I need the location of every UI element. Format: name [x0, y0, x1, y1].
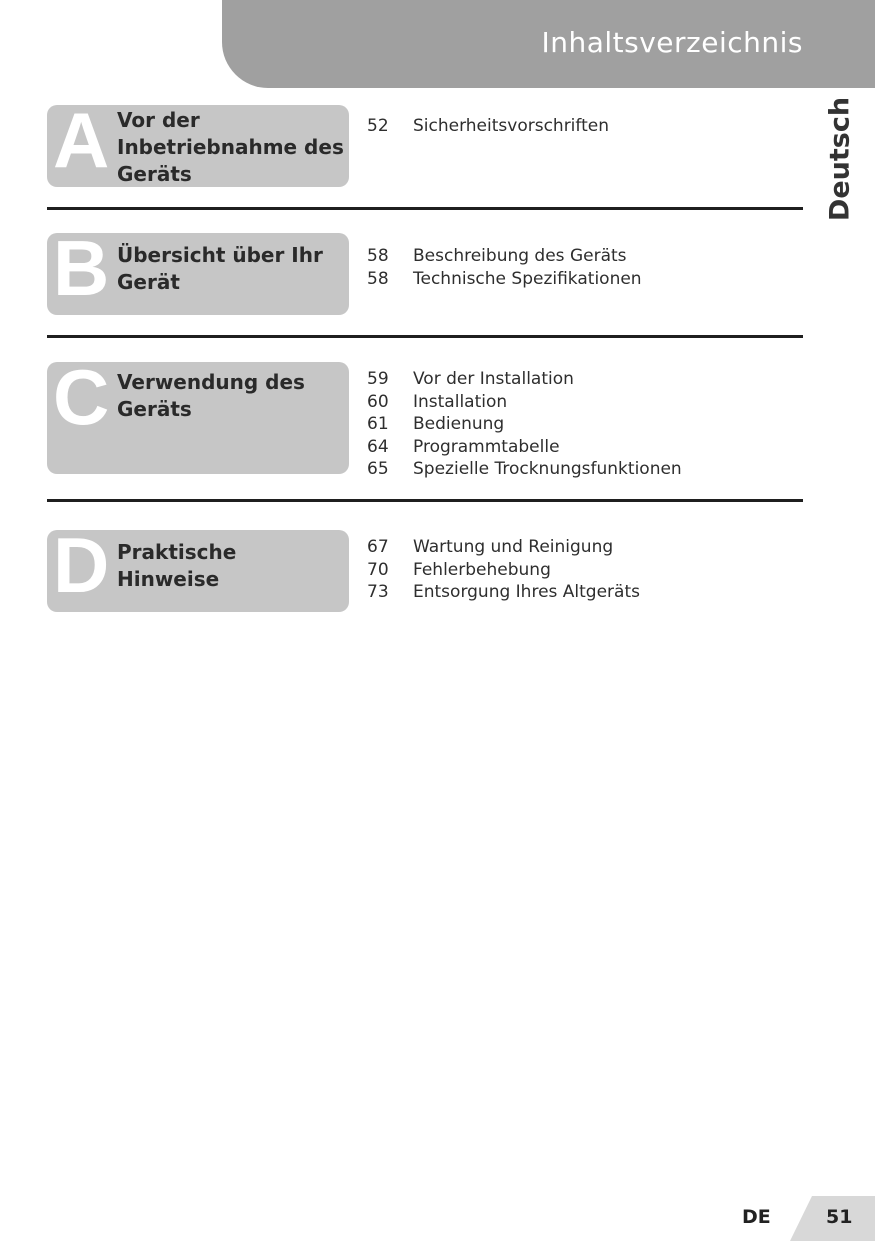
section-box — [47, 233, 349, 315]
entry-page: 67 — [367, 537, 389, 557]
section-box — [47, 530, 349, 612]
toc-entry[interactable] — [367, 368, 682, 391]
toc-entry[interactable] — [367, 536, 640, 559]
toc-entry[interactable] — [367, 559, 640, 582]
entry-page: 73 — [367, 582, 389, 602]
footer-language-code: DE — [742, 1206, 771, 1228]
toc-entries — [367, 245, 642, 290]
language-label — [820, 96, 860, 222]
section-divider — [47, 335, 803, 338]
section-box — [47, 105, 349, 187]
entry-text: Programmtabelle — [413, 436, 560, 457]
toc-entry[interactable] — [367, 436, 682, 459]
toc-entry[interactable] — [367, 581, 640, 604]
entry-page: 65 — [367, 459, 389, 479]
section-title: Praktische Hinweise — [117, 540, 237, 591]
toc-entries — [367, 536, 640, 604]
entry-page: 52 — [367, 116, 389, 136]
entry-page: 61 — [367, 414, 389, 434]
footer-page-number: 51 — [826, 1206, 853, 1228]
entry-text: Sicherheitsvorschriften — [413, 116, 609, 136]
entry-text: Entsorgung Ihres Altgeräts — [413, 582, 640, 602]
entry-text: Vor der Installation — [413, 369, 574, 389]
entry-text: Wartung und Reinigung — [413, 537, 614, 557]
toc-entry[interactable] — [367, 115, 609, 138]
section-divider — [47, 499, 803, 502]
toc-entry[interactable] — [367, 268, 642, 291]
section-title: Übersicht über Ihr Gerät — [117, 243, 323, 294]
section-letter: A — [53, 105, 110, 184]
section-letter: C — [53, 362, 110, 441]
section-box — [47, 362, 349, 474]
entry-page: 64 — [367, 436, 389, 457]
toc-entry[interactable] — [367, 413, 682, 436]
entry-page: 60 — [367, 391, 389, 412]
entry-page: 70 — [367, 559, 389, 580]
entry-text: Beschreibung des Geräts — [413, 246, 627, 266]
toc-entry[interactable] — [367, 458, 682, 481]
entry-page: 59 — [367, 369, 389, 389]
entry-text: Fehlerbehebung — [413, 559, 551, 580]
toc-entry[interactable] — [367, 245, 642, 268]
entry-text: Technische Spezifikationen — [413, 268, 642, 289]
toc-entry[interactable] — [367, 391, 682, 414]
section-divider — [47, 207, 803, 210]
section-title: Vor der Inbetriebnahme des Geräts — [117, 108, 344, 186]
entry-page: 58 — [367, 268, 389, 289]
language-label-text: Deutsch — [824, 96, 856, 222]
section-letter: B — [53, 233, 110, 312]
section-title: Verwendung des Geräts — [117, 370, 305, 421]
entry-text: Installation — [413, 391, 508, 412]
entry-text: Bedienung — [413, 414, 505, 434]
toc-entries — [367, 115, 609, 138]
section-letter: D — [53, 530, 110, 609]
header-tab — [222, 0, 875, 88]
page-title: Inhaltsverzeichnis — [541, 26, 803, 59]
entry-page: 58 — [367, 246, 389, 266]
entry-text: Spezielle Trocknungsfunktionen — [413, 459, 682, 479]
toc-entries — [367, 368, 682, 481]
